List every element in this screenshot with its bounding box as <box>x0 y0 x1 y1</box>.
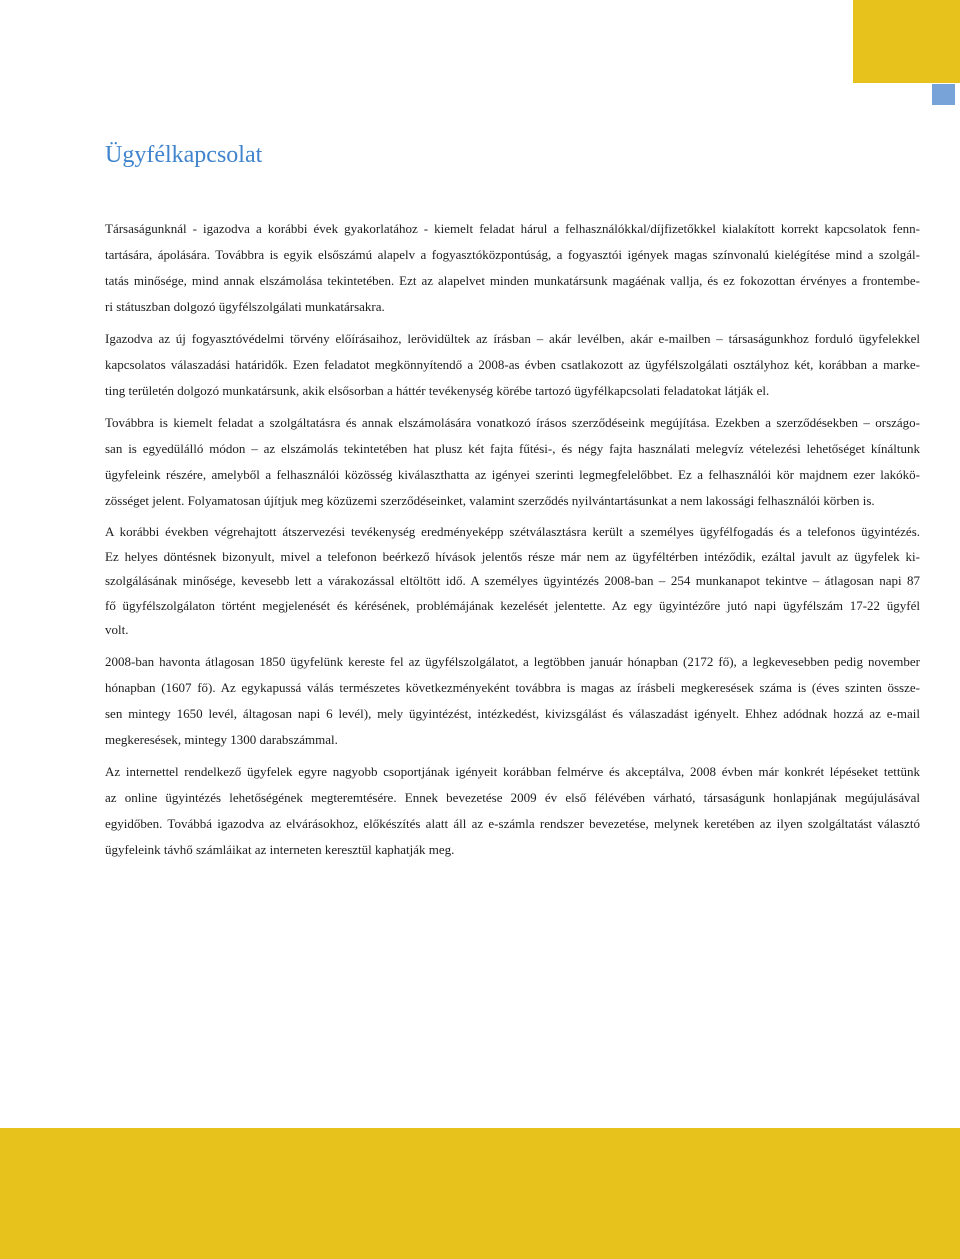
body-text <box>105 216 920 869</box>
paragraph <box>105 326 920 404</box>
text-line: szolgálásának minősége, kevesebb lett a várakozással eltöltött idő. A személyes ügyintézés 2008-ban – 254 munkanapot tekintve – átlagosan napi 87 <box>105 573 920 589</box>
text-line: Igazodva az új fogyasztóvédelmi törvény előírásaihoz, lerövidültek az írásban – akár levélben, akár e-mailben – társaságunkhoz forduló ügyfelekkel <box>105 331 920 346</box>
bottom-yellow-band <box>0 1128 960 1259</box>
text-line: Ez helyes döntésnek bizonyult, mivel a telefonon beérkező hívások jelentős része már nem az ügyféltérben intéződik, ezáltal javult az ügyfelek ki- <box>105 548 920 564</box>
paragraph <box>105 216 920 320</box>
text-line: Társaságunknál - igazodva a korábbi évek gyakorlatához - kiemelt feladat hárul a felhasználókkal/díjfizetőkkel kialakított korrekt kapcsolatok fenn- <box>105 221 920 236</box>
text-line: tatás minősége, mind annak elszámolása tekintetében. Ezt az alapelvet minden munkatársunk magáénak vallja, és ez fokozottan érvényes a frontembe- <box>105 273 920 288</box>
paragraph <box>105 410 920 514</box>
paragraph <box>105 520 920 643</box>
text-line: az online ügyintézés lehetőségének megteremtésére. Ennek bevezetése 2009 év első félévében várható, társaságunk honlapjának megújulásával <box>105 789 920 805</box>
text-line: Az internettel rendelkező ügyfelek egyre nagyobb csoportjának igényeit korábban felmérve és akceptálva, 2008 évben már konkrét lépéseket tettünk <box>105 763 920 779</box>
text-line: sen mintegy 1650 levél, áltagosan napi 6 levél), mely ügyintézést, intézkedést, kivizsgálást és válaszadást igényelt. Ehhez adódnak hozzá az e-mail <box>105 705 920 721</box>
text-line: tartására, ápolására. Továbbra is egyik elsőszámú alapelv a fogyasztóközpontúság, a fogyasztói igények magas színvonalú kielégítése mind a szolgál- <box>105 247 920 262</box>
text-line: fő ügyfélszolgálaton történt megjelenését és kérésének, problémájának kezelését jelentette. Az egy ügyintézőre jutó napi ügyfélszám 17-22 ügyfél <box>105 597 920 613</box>
top-right-yellow-block <box>853 0 960 83</box>
text-line: san is egyedülálló módon – az elszámolás tekintetében hat plusz két fajta fűtési-, és négy fajta használati melegvíz vételezési lehetőséget kínáltunk <box>105 441 920 456</box>
blue-square-accent <box>932 84 955 105</box>
text-line: ügyfeleink távhő számláikat az interneten keresztül kaphatják meg. <box>105 841 455 857</box>
text-line: megkeresések, mintegy 1300 darabszámmal. <box>105 731 338 747</box>
text-line: egyidőben. Továbbá igazodva az elvárásokhoz, előkészítés alatt áll az e-számla rendszer bevezetése, melynek keretében az ilyen szolgáltatást választó <box>105 815 920 831</box>
text-line: ügyfeleink részére, amelyből a felhasználói közösség kiválaszthatta az igényei szerinti legmegfelelőbbet. Ez a felhasználói kör majdnem ezer lakókö- <box>105 467 920 482</box>
text-line: kapcsolatos válaszadási határidők. Ezen feladatot megkönnyítendő a 2008-as évben csatlakozott az ügyfélszolgálati osztályhoz két, korábban a marke- <box>105 357 920 372</box>
text-line: ting területén dolgozó munkatársunk, akik elsősorban a háttér tevékenység körébe tartozó ügyfélkapcsolati feladatokat látják el. <box>105 383 770 398</box>
text-line: ri státuszban dolgozó ügyfélszolgálati munkatársakra. <box>105 299 385 314</box>
text-line: hónapban (1607 fő). Az egykapussá válás természetes következményeként továbbra is magas az írásbeli megkeresések száma is (éves szinten össze- <box>105 679 920 695</box>
paragraph <box>105 649 920 753</box>
text-line: A korábbi években végrehajtott átszervezési tevékenység eredményeképp szétválasztásra került a személyes ügyfélfogadás és a telefonos ügyintézés. <box>105 524 920 539</box>
text-line: volt. <box>105 622 129 638</box>
text-line: zösséget jelent. Folyamatosan újítjuk meg közüzemi szerződéseinket, valamint szerződés nyilvántartásunkat a nem lakossági felhasználói körben is. <box>105 493 875 508</box>
text-line: Továbbra is kiemelt feladat a szolgáltatásra és annak elszámolására vonatkozó írásos szerződéseink megújítása. Ezekben a szerződésekben – országo- <box>105 415 920 430</box>
paragraph <box>105 759 920 863</box>
page-title: Ügyfélkapcsolat <box>105 142 263 168</box>
text-line: 2008-ban havonta átlagosan 1850 ügyfelünk kereste fel az ügyfélszolgálatot, a legtöbben január hónapban (2172 fő), a legkevesebben pedig november <box>105 653 920 669</box>
